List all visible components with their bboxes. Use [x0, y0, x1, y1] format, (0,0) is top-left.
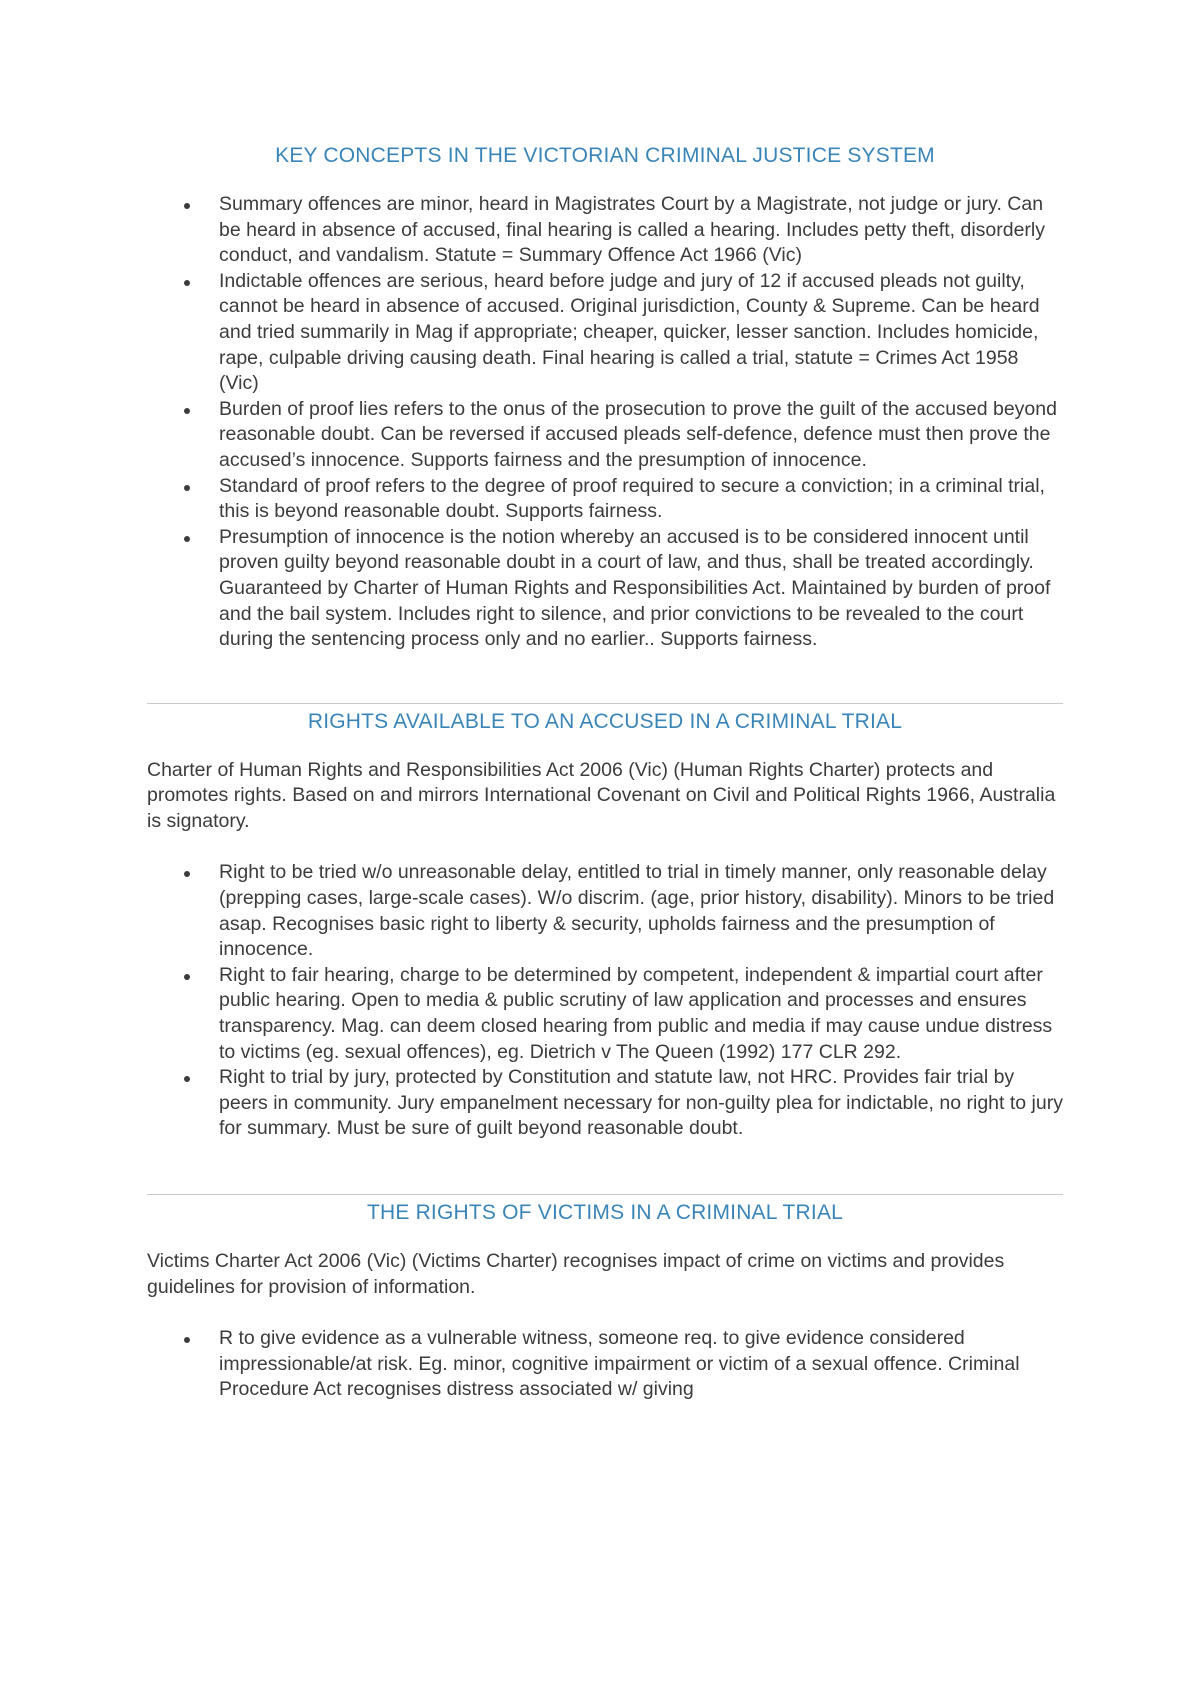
list-item-text: Right to fair hearing, charge to be determined by competent, independent & impartial court after public hearing. Open to media & public scrutiny of law application and processes and ensures transparency. Mag. can deem closed hearing from public and media if may cause undue distress to victims (eg. sexual offences), eg. Dietrich v The Queen (1992) 177 CLR 292.	[219, 963, 1053, 1063]
section-intro-accused: Charter of Human Rights and Responsibilities Act 2006 (Vic) (Human Rights Charter) protects and promotes rights. Based on and mirrors International Covenant on Civil and Political Rights 1966, Australia is signatory.	[147, 758, 1056, 832]
bullet-icon	[184, 871, 190, 877]
bullet-icon	[184, 280, 190, 286]
rights-victims-list	[147, 1326, 1063, 1403]
list-item	[147, 1065, 1063, 1142]
list-item-text: Burden of proof lies refers to the onus of the prosecution to prove the guilt of the accused beyond reasonable doubt. Can be reversed if accused pleads self-defence, defence must then prove the accused’s innocence. Supports fairness and the presumption of innocence.	[219, 397, 1057, 471]
list-item-text: Summary offences are minor, heard in Magistrates Court by a Magistrate, not judge or jury. Can be heard in absence of accused, final hearing is called a hearing. Includes petty theft, disorderly conduct, and vandalism. Statute = Summary Offence Act 1966 (Vic)	[219, 193, 1046, 267]
section-intro-victims: Victims Charter Act 2006 (Vic) (Victims Charter) recognises impact of crime on victims and provides guidelines for provision of information.	[147, 1250, 1005, 1298]
bullet-icon	[184, 203, 190, 209]
list-item	[147, 474, 1063, 525]
bullet-icon	[184, 408, 190, 414]
list-item-text: Indictable offences are serious, heard before judge and jury of 12 if accused pleads not guilty, cannot be heard in absence of accused. Original jurisdiction, County & Supreme. Can be heard and tried summarily in Mag if appropriate; cheaper, quicker, lesser sanction. Includes homicide, rape, culpable driving causing death. Final hearing is called a trial, statute = Crimes Act 1958 (Vic)	[219, 269, 1040, 395]
list-item	[147, 963, 1063, 1065]
list-item-text: Presumption of innocence is the notion whereby an accused is to be considered innocent until proven guilty beyond reasonable doubt in a court of law, and thus, shall be treated accordingly. Guaranteed by Charter of Human Rights and Responsibilities Act. Maintained by burden of proof and the bail system. Includes right to silence, and prior convictions to be revealed to the court during the sentencing process only and no earlier.. Supports fairness.	[219, 525, 1051, 651]
list-item	[147, 397, 1063, 474]
list-item-text: Standard of proof refers to the degree of proof required to secure a conviction; in a criminal trial, this is beyond reasonable doubt. Supports fairness.	[219, 474, 1045, 523]
bullet-icon	[184, 536, 190, 542]
document-page	[147, 144, 1063, 1403]
section-title-key-concepts: KEY CONCEPTS IN THE VICTORIAN CRIMINAL JUSTICE SYSTEM	[275, 144, 935, 167]
bullet-icon	[184, 1076, 190, 1082]
list-item	[147, 525, 1063, 653]
bullet-icon	[184, 974, 190, 980]
list-item	[147, 1326, 1063, 1403]
key-concepts-list	[147, 192, 1063, 653]
list-item	[147, 269, 1063, 397]
rights-accused-list	[147, 860, 1063, 1142]
bullet-icon	[184, 1337, 190, 1343]
list-item	[147, 860, 1063, 962]
list-item-text: Right to be tried w/o unreasonable delay, entitled to trial in timely manner, only reasonable delay (prepping cases, large-scale cases). W/o discrim. (age, prior history, disability). Minors to be tried asap. Recognises basic right to liberty & security, upholds fairness and the presumption of innocence.	[219, 861, 1055, 961]
list-item	[147, 192, 1063, 269]
bullet-icon	[184, 485, 190, 491]
section-title-rights-victims: THE RIGHTS OF VICTIMS IN A CRIMINAL TRIAL	[366, 1201, 844, 1224]
section-divider	[147, 1194, 1063, 1195]
section-divider	[147, 703, 1063, 704]
section-title-rights-accused: RIGHTS AVAILABLE TO AN ACCUSED IN A CRIMINAL TRIAL	[307, 709, 903, 733]
list-item-text: Right to trial by jury, protected by Constitution and statute law, not HRC. Provides fair trial by peers in community. Jury empanelment necessary for non-guilty plea for indictable, no right to jury for summary. Must be sure of guilt beyond reasonable doubt.	[219, 1066, 1063, 1140]
list-item-text: R to give evidence as a vulnerable witness, someone req. to give evidence considered impressionable/at risk. Eg. minor, cognitive impairment or victim of a sexual offence. Criminal Procedure Act recognises distress associated w/ giving	[219, 1327, 1020, 1401]
